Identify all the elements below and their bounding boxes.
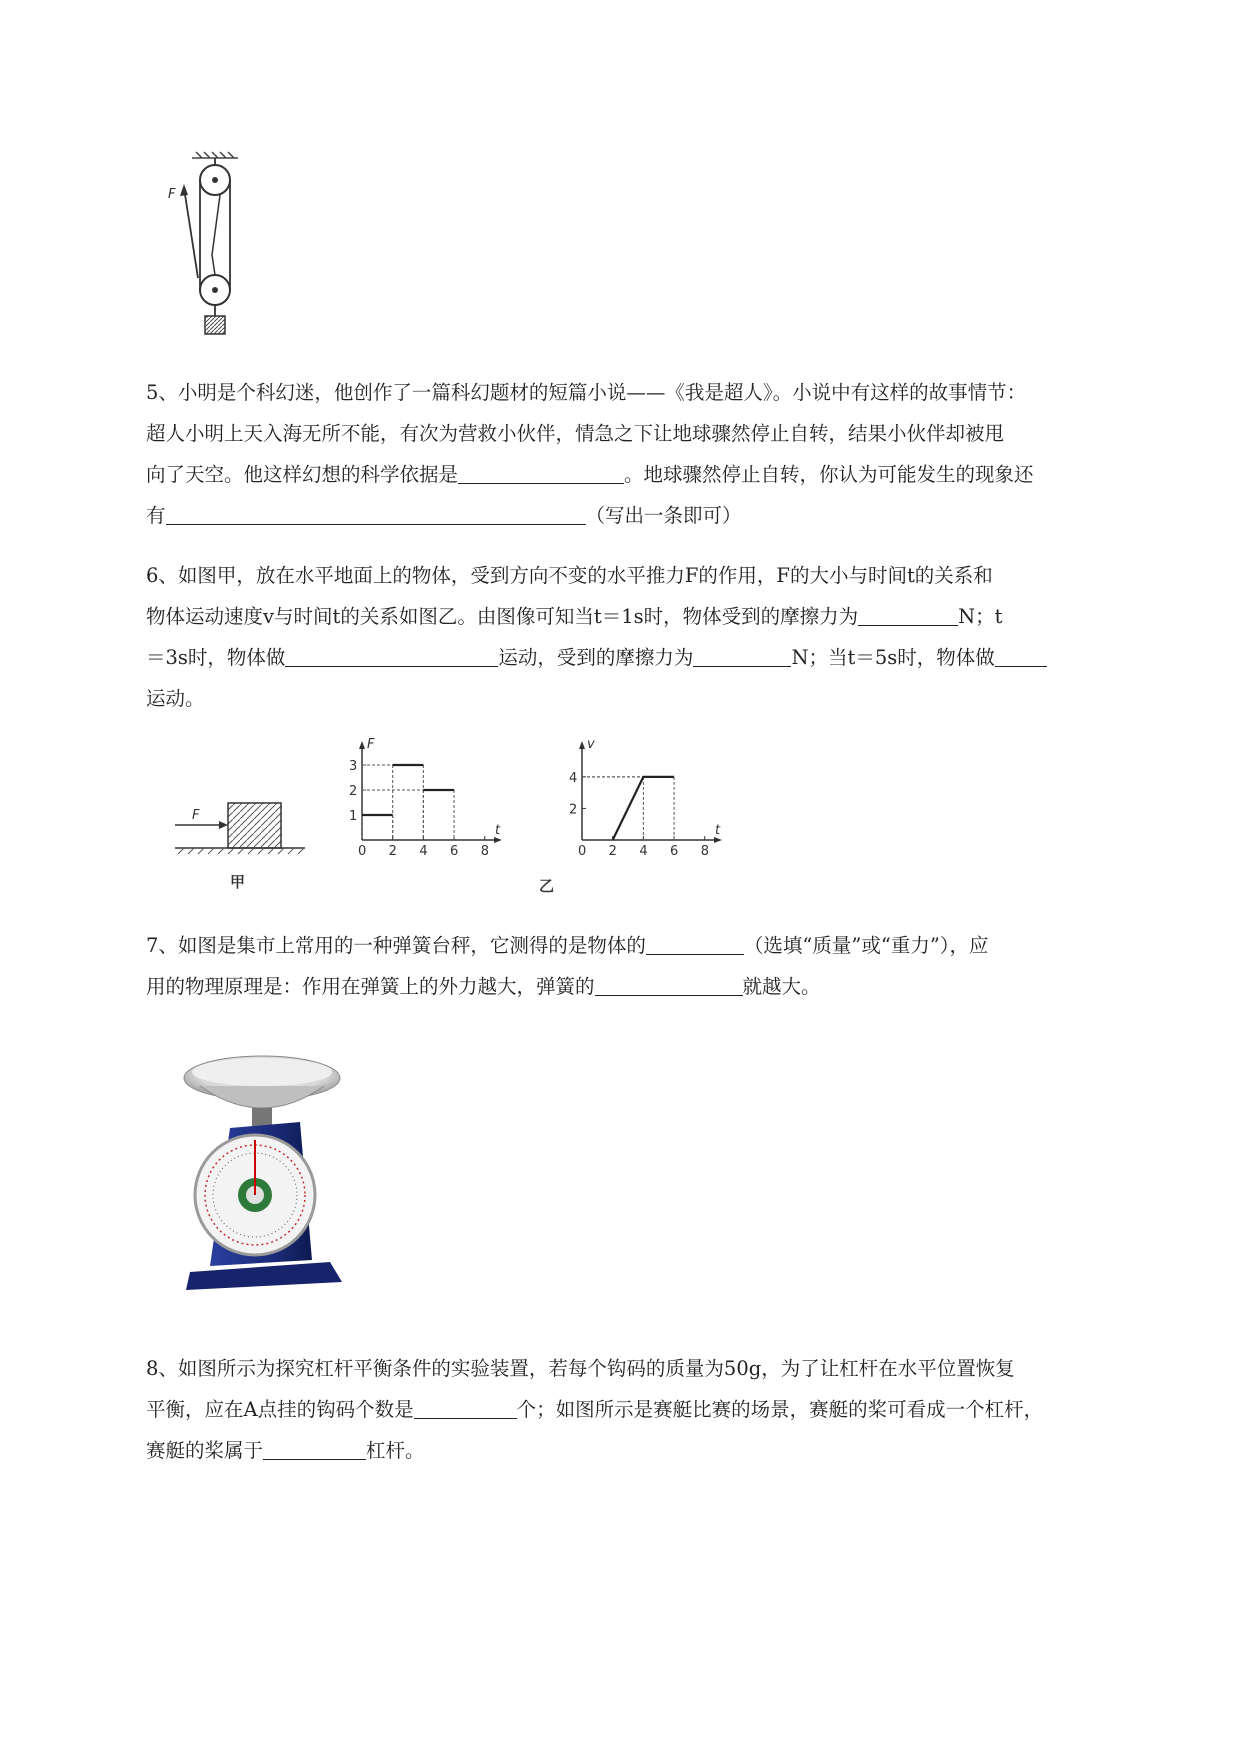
figure-yi-label: 乙 — [539, 877, 555, 895]
force-time-chart — [340, 735, 520, 875]
q5-line-3: 向了天空。他这样幻想的科学依据是 。地球骤然停止自转，你认为可能发生的现象还 — [146, 454, 1146, 495]
y-tick-label: 2 — [569, 802, 578, 818]
answer-blank[interactable] — [646, 930, 744, 955]
y-tick-label: 4 — [569, 770, 578, 786]
q8-line-3: 赛艇的桨属于 杠杆。 — [146, 1430, 1146, 1471]
question-5 — [146, 372, 1146, 536]
q5-line-2: 超人小明上天入海无所不能，有次为营救小伙伴，情急之下让地球骤然停止自转，结果小伙伴却被甩 — [146, 422, 1005, 445]
x-tick-label: 4 — [419, 844, 428, 859]
answer-blank[interactable] — [458, 459, 624, 484]
y-axis-arrow — [579, 741, 585, 749]
answer-blank[interactable] — [693, 642, 791, 667]
x-tick-label: 2 — [608, 844, 617, 859]
hanging-weight — [205, 316, 225, 334]
q6-line-3: ＝3s时，物体做 运动，受到的摩擦力为 N；当t＝5s时，物体做 — [146, 637, 1146, 678]
x-tick-label: 6 — [670, 844, 679, 859]
q5-line-4: 有 （写出一条即可） — [146, 495, 1146, 536]
q6-line-2: 物体运动速度v与时间t的关系如图乙。由图像可知当t＝1s时，物体受到的摩擦力为 N；t — [146, 596, 1146, 637]
x-tick-label: 0 — [358, 844, 367, 859]
question-8 — [146, 1348, 1146, 1471]
y-axis-label: F — [367, 737, 375, 752]
x-tick-label: 4 — [639, 844, 648, 859]
x-tick-label: 8 — [700, 844, 710, 859]
q7-line-1: 7、如图是集市上常用的一种弹簧台秤，它测得的是物体的 （选填“质量”或“重力”），应 — [146, 925, 1146, 966]
answer-blank[interactable] — [995, 642, 1047, 667]
force-arrow — [184, 188, 198, 278]
figure-yi-label-box — [535, 873, 565, 897]
y-tick-label: 1 — [349, 809, 358, 824]
q6-line-4: 运动。 — [146, 687, 205, 710]
x-axis-label: t — [495, 823, 501, 838]
push-force-label: F — [192, 808, 200, 823]
ceiling-hatch — [192, 152, 238, 158]
velocity-time-chart — [560, 735, 740, 875]
x-axis-label: t — [715, 823, 721, 838]
figure-jia-label: 甲 — [230, 873, 246, 891]
answer-blank[interactable] — [858, 601, 958, 626]
y-tick-label: 3 — [349, 759, 358, 774]
spring-scale-image — [180, 1050, 350, 1300]
answer-blank[interactable] — [595, 971, 743, 996]
question-6 — [146, 555, 1146, 719]
answer-blank[interactable] — [414, 1394, 517, 1419]
y-tick-label: 2 — [349, 784, 358, 799]
question-7 — [146, 925, 1146, 1007]
x-tick-label: 2 — [388, 844, 397, 859]
q7-line-2: 用的物理原理是：作用在弹簧上的外力越大，弹簧的 就越大。 — [146, 966, 1146, 1007]
q6-line-1: 6、如图甲，放在水平地面上的物体，受到方向不变的水平推力F的作用，F的大小与时间t的关系和 — [146, 564, 993, 587]
figure-jia — [170, 735, 320, 895]
q5-line-1: 5、小明是个科幻迷，他创作了一篇科幻题材的短篇小说——《我是超人》。小说中有这样的故事情节： — [146, 381, 1027, 404]
answer-blank[interactable] — [166, 500, 586, 525]
x-tick-label: 6 — [450, 844, 459, 859]
y-axis-label: v — [587, 737, 595, 752]
force-label: F — [168, 187, 176, 202]
answer-blank[interactable] — [285, 642, 498, 667]
answer-blank[interactable] — [263, 1435, 366, 1460]
y-axis-arrow — [359, 741, 365, 749]
x-tick-label: 8 — [480, 844, 490, 859]
pushed-block — [228, 803, 281, 848]
pulley-system-figure — [170, 150, 260, 340]
q8-line-2: 平衡，应在A点挂的钩码个数是 个；如图所示是赛艇比赛的场景，赛艇的桨可看成一个杠杆， — [146, 1389, 1146, 1430]
x-tick-label: 0 — [578, 844, 587, 859]
q8-line-1: 8、如图所示为探究杠杆平衡条件的实验装置，若每个钩码的质量为50g，为了让杠杆在水平位置恢复 — [146, 1357, 1015, 1380]
